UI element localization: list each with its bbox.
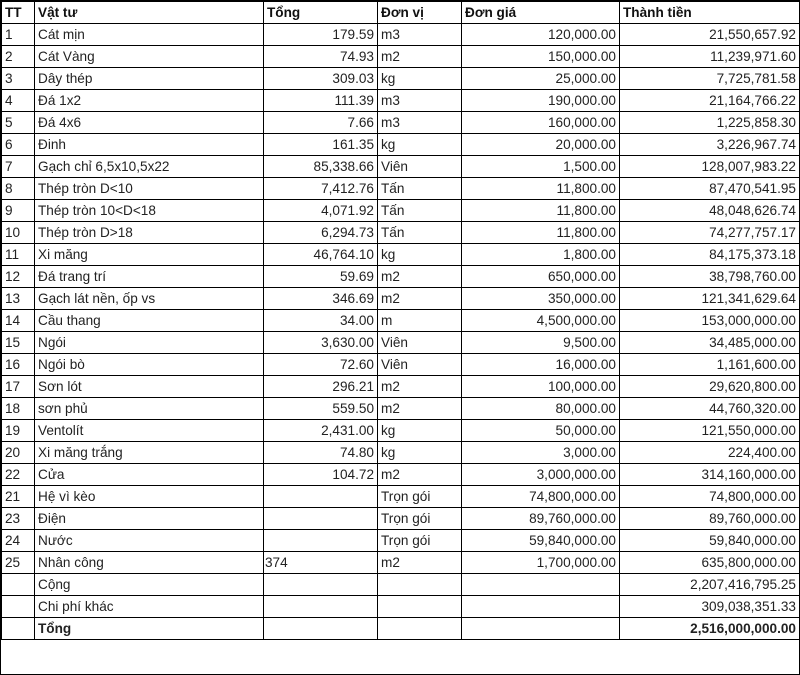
cell-amount: 21,550,657.92	[620, 24, 800, 46]
cell-material: Hệ vì kèo	[35, 486, 264, 508]
cell-unit-price: 59,840,000.00	[462, 530, 620, 552]
cell-unit	[378, 574, 462, 596]
cell-unit: m3	[378, 112, 462, 134]
cell-quantity	[264, 574, 378, 596]
cell-tt: 22	[2, 464, 35, 486]
cell-material: Đinh	[35, 134, 264, 156]
cell-unit-price: 1,700,000.00	[462, 552, 620, 574]
cell-material: Xi măng	[35, 244, 264, 266]
cell-tt: 21	[2, 486, 35, 508]
cell-quantity: 7.66	[264, 112, 378, 134]
cell-unit: m2	[378, 46, 462, 68]
cell-tt: 1	[2, 24, 35, 46]
cell-material: Thép tròn D>18	[35, 222, 264, 244]
table-row	[2, 376, 800, 398]
cell-unit-price: 16,000.00	[462, 354, 620, 376]
cell-quantity	[264, 508, 378, 530]
cell-amount: 128,007,983.22	[620, 156, 800, 178]
table-row	[2, 530, 800, 552]
cell-material: Nước	[35, 530, 264, 552]
cell-unit: m2	[378, 552, 462, 574]
cell-material: Gạch lát nền, ốp vs	[35, 288, 264, 310]
cell-unit: kg	[378, 134, 462, 156]
cell-amount: 48,048,626.74	[620, 200, 800, 222]
cell-unit-price: 190,000.00	[462, 90, 620, 112]
summary-amount: 309,038,351.33	[620, 596, 800, 618]
cell-tt	[2, 618, 35, 640]
summary-amount: 2,207,416,795.25	[620, 574, 800, 596]
table-row	[2, 310, 800, 332]
cell-unit-price: 89,760,000.00	[462, 508, 620, 530]
header-material: Vật tư	[35, 2, 264, 24]
cell-unit: Tấn	[378, 200, 462, 222]
summary-row	[2, 618, 800, 640]
table-row	[2, 178, 800, 200]
cell-tt: 8	[2, 178, 35, 200]
cell-unit-price: 20,000.00	[462, 134, 620, 156]
cell-unit-price: 150,000.00	[462, 46, 620, 68]
cell-tt: 7	[2, 156, 35, 178]
cell-tt: 3	[2, 68, 35, 90]
cell-unit: m3	[378, 24, 462, 46]
cell-quantity: 46,764.10	[264, 244, 378, 266]
cell-tt: 14	[2, 310, 35, 332]
cell-amount: 34,485,000.00	[620, 332, 800, 354]
cell-unit-price: 3,000.00	[462, 442, 620, 464]
cell-unit: Trọn gói	[378, 508, 462, 530]
cell-quantity: 59.69	[264, 266, 378, 288]
table-row	[2, 112, 800, 134]
cell-amount: 153,000,000.00	[620, 310, 800, 332]
cell-tt: 2	[2, 46, 35, 68]
cell-unit: Trọn gói	[378, 486, 462, 508]
cell-amount: 59,840,000.00	[620, 530, 800, 552]
table-row	[2, 156, 800, 178]
cell-quantity	[264, 596, 378, 618]
cell-tt: 17	[2, 376, 35, 398]
cell-amount: 121,341,629.64	[620, 288, 800, 310]
cell-material: Ngói bò	[35, 354, 264, 376]
cell-amount: 11,239,971.60	[620, 46, 800, 68]
header-amount: Thành tiền	[620, 2, 800, 24]
cell-unit-price: 3,000,000.00	[462, 464, 620, 486]
cell-material: Đá 1x2	[35, 90, 264, 112]
cell-tt	[2, 574, 35, 596]
cell-amount: 87,470,541.95	[620, 178, 800, 200]
cell-amount: 635,800,000.00	[620, 552, 800, 574]
cell-amount: 1,161,600.00	[620, 354, 800, 376]
table-row	[2, 200, 800, 222]
cell-unit: Viên	[378, 332, 462, 354]
cell-unit-price: 1,800.00	[462, 244, 620, 266]
cell-quantity: 346.69	[264, 288, 378, 310]
cell-unit-price: 25,000.00	[462, 68, 620, 90]
cell-quantity: 559.50	[264, 398, 378, 420]
cell-unit-price: 50,000.00	[462, 420, 620, 442]
cell-unit-price: 4,500,000.00	[462, 310, 620, 332]
cell-amount: 7,725,781.58	[620, 68, 800, 90]
cell-unit: m	[378, 310, 462, 332]
table-row	[2, 398, 800, 420]
table-row	[2, 266, 800, 288]
cell-tt: 19	[2, 420, 35, 442]
cell-unit	[378, 618, 462, 640]
cell-amount: 38,798,760.00	[620, 266, 800, 288]
cell-material: sơn phủ	[35, 398, 264, 420]
cell-unit-price: 650,000.00	[462, 266, 620, 288]
table-row	[2, 354, 800, 376]
cell-tt: 9	[2, 200, 35, 222]
cell-unit: kg	[378, 244, 462, 266]
table-row	[2, 332, 800, 354]
cell-amount: 3,226,967.74	[620, 134, 800, 156]
cell-unit-price: 80,000.00	[462, 398, 620, 420]
cell-unit: m2	[378, 288, 462, 310]
cell-unit-price: 11,800.00	[462, 222, 620, 244]
cell-tt: 20	[2, 442, 35, 464]
cell-material: Nhân công	[35, 552, 264, 574]
cell-material: Dây thép	[35, 68, 264, 90]
cell-quantity: 374	[264, 552, 378, 574]
table-row	[2, 442, 800, 464]
cell-tt: 23	[2, 508, 35, 530]
table-row	[2, 68, 800, 90]
cell-tt: 4	[2, 90, 35, 112]
cell-amount: 74,277,757.17	[620, 222, 800, 244]
summary-label: Cộng	[35, 574, 264, 596]
cell-material: Cầu thang	[35, 310, 264, 332]
cell-quantity: 309.03	[264, 68, 378, 90]
cell-material: Gạch chỉ 6,5x10,5x22	[35, 156, 264, 178]
cell-unit: Tấn	[378, 222, 462, 244]
cell-quantity: 6,294.73	[264, 222, 378, 244]
cell-material: Cửa	[35, 464, 264, 486]
cell-material: Điện	[35, 508, 264, 530]
cell-quantity: 161.35	[264, 134, 378, 156]
cell-unit: Viên	[378, 354, 462, 376]
cell-tt: 5	[2, 112, 35, 134]
cell-unit: m3	[378, 90, 462, 112]
cell-unit: kg	[378, 420, 462, 442]
cell-amount: 21,164,766.22	[620, 90, 800, 112]
cell-tt: 15	[2, 332, 35, 354]
cell-material: Thép tròn 10<D<18	[35, 200, 264, 222]
cell-quantity	[264, 530, 378, 552]
cell-material: Xi măng trắng	[35, 442, 264, 464]
cell-unit-price: 1,500.00	[462, 156, 620, 178]
cell-quantity: 296.21	[264, 376, 378, 398]
cell-tt: 10	[2, 222, 35, 244]
materials-cost-table	[1, 1, 800, 640]
cell-quantity: 179.59	[264, 24, 378, 46]
summary-label: Tổng	[35, 618, 264, 640]
table-row	[2, 552, 800, 574]
table-row	[2, 288, 800, 310]
header-quantity: Tổng	[264, 2, 378, 24]
cell-amount: 89,760,000.00	[620, 508, 800, 530]
cell-unit: Trọn gói	[378, 530, 462, 552]
cell-unit-price	[462, 574, 620, 596]
cell-amount: 314,160,000.00	[620, 464, 800, 486]
cell-tt: 24	[2, 530, 35, 552]
header-unit-price: Đơn giá	[462, 2, 620, 24]
header-tt: TT	[2, 2, 35, 24]
cell-unit: m2	[378, 376, 462, 398]
cell-unit: kg	[378, 442, 462, 464]
cell-material: Thép tròn D<10	[35, 178, 264, 200]
cell-unit-price: 120,000.00	[462, 24, 620, 46]
cell-tt: 6	[2, 134, 35, 156]
cell-unit: kg	[378, 68, 462, 90]
cell-quantity: 4,071.92	[264, 200, 378, 222]
cell-tt	[2, 596, 35, 618]
cell-quantity: 111.39	[264, 90, 378, 112]
cell-tt: 16	[2, 354, 35, 376]
cell-unit: Tấn	[378, 178, 462, 200]
cell-material: Đá trang trí	[35, 266, 264, 288]
cell-unit: m2	[378, 464, 462, 486]
table-row	[2, 486, 800, 508]
table-row	[2, 222, 800, 244]
cell-unit-price: 160,000.00	[462, 112, 620, 134]
table-row	[2, 134, 800, 156]
table-header-row	[2, 2, 800, 24]
cell-amount: 224,400.00	[620, 442, 800, 464]
cell-quantity: 104.72	[264, 464, 378, 486]
cell-material: Ventolít	[35, 420, 264, 442]
cell-unit-price: 11,800.00	[462, 200, 620, 222]
cell-unit-price: 100,000.00	[462, 376, 620, 398]
cell-unit-price: 9,500.00	[462, 332, 620, 354]
table-row	[2, 420, 800, 442]
cell-tt: 12	[2, 266, 35, 288]
cell-quantity: 7,412.76	[264, 178, 378, 200]
summary-label: Chi phí khác	[35, 596, 264, 618]
cell-tt: 11	[2, 244, 35, 266]
cell-unit	[378, 596, 462, 618]
cell-unit-price: 11,800.00	[462, 178, 620, 200]
header-unit: Đơn vị	[378, 2, 462, 24]
cell-amount: 121,550,000.00	[620, 420, 800, 442]
cell-quantity: 72.60	[264, 354, 378, 376]
cell-amount: 84,175,373.18	[620, 244, 800, 266]
table-row	[2, 90, 800, 112]
table-row	[2, 508, 800, 530]
summary-row	[2, 596, 800, 618]
cell-material: Cát Vàng	[35, 46, 264, 68]
cell-material: Ngói	[35, 332, 264, 354]
cell-tt: 13	[2, 288, 35, 310]
summary-amount: 2,516,000,000.00	[620, 618, 800, 640]
cell-material: Cát mịn	[35, 24, 264, 46]
table-row	[2, 244, 800, 266]
cell-amount: 29,620,800.00	[620, 376, 800, 398]
cell-quantity	[264, 618, 378, 640]
cell-quantity	[264, 486, 378, 508]
cell-amount: 1,225,858.30	[620, 112, 800, 134]
cell-unit: m2	[378, 266, 462, 288]
table-row	[2, 464, 800, 486]
cell-unit: Viên	[378, 156, 462, 178]
cell-amount: 44,760,320.00	[620, 398, 800, 420]
cell-quantity: 74.80	[264, 442, 378, 464]
cell-unit-price: 74,800,000.00	[462, 486, 620, 508]
cell-material: Sơn lót	[35, 376, 264, 398]
table-row	[2, 46, 800, 68]
cell-unit-price	[462, 596, 620, 618]
cell-tt: 18	[2, 398, 35, 420]
cell-quantity: 34.00	[264, 310, 378, 332]
cell-material: Đá 4x6	[35, 112, 264, 134]
summary-row	[2, 574, 800, 596]
cell-unit-price: 350,000.00	[462, 288, 620, 310]
cell-tt: 25	[2, 552, 35, 574]
table-row	[2, 24, 800, 46]
cell-unit: m2	[378, 398, 462, 420]
cell-quantity: 2,431.00	[264, 420, 378, 442]
cell-amount: 74,800,000.00	[620, 486, 800, 508]
cell-unit-price	[462, 618, 620, 640]
cell-quantity: 3,630.00	[264, 332, 378, 354]
cell-quantity: 74.93	[264, 46, 378, 68]
cell-quantity: 85,338.66	[264, 156, 378, 178]
